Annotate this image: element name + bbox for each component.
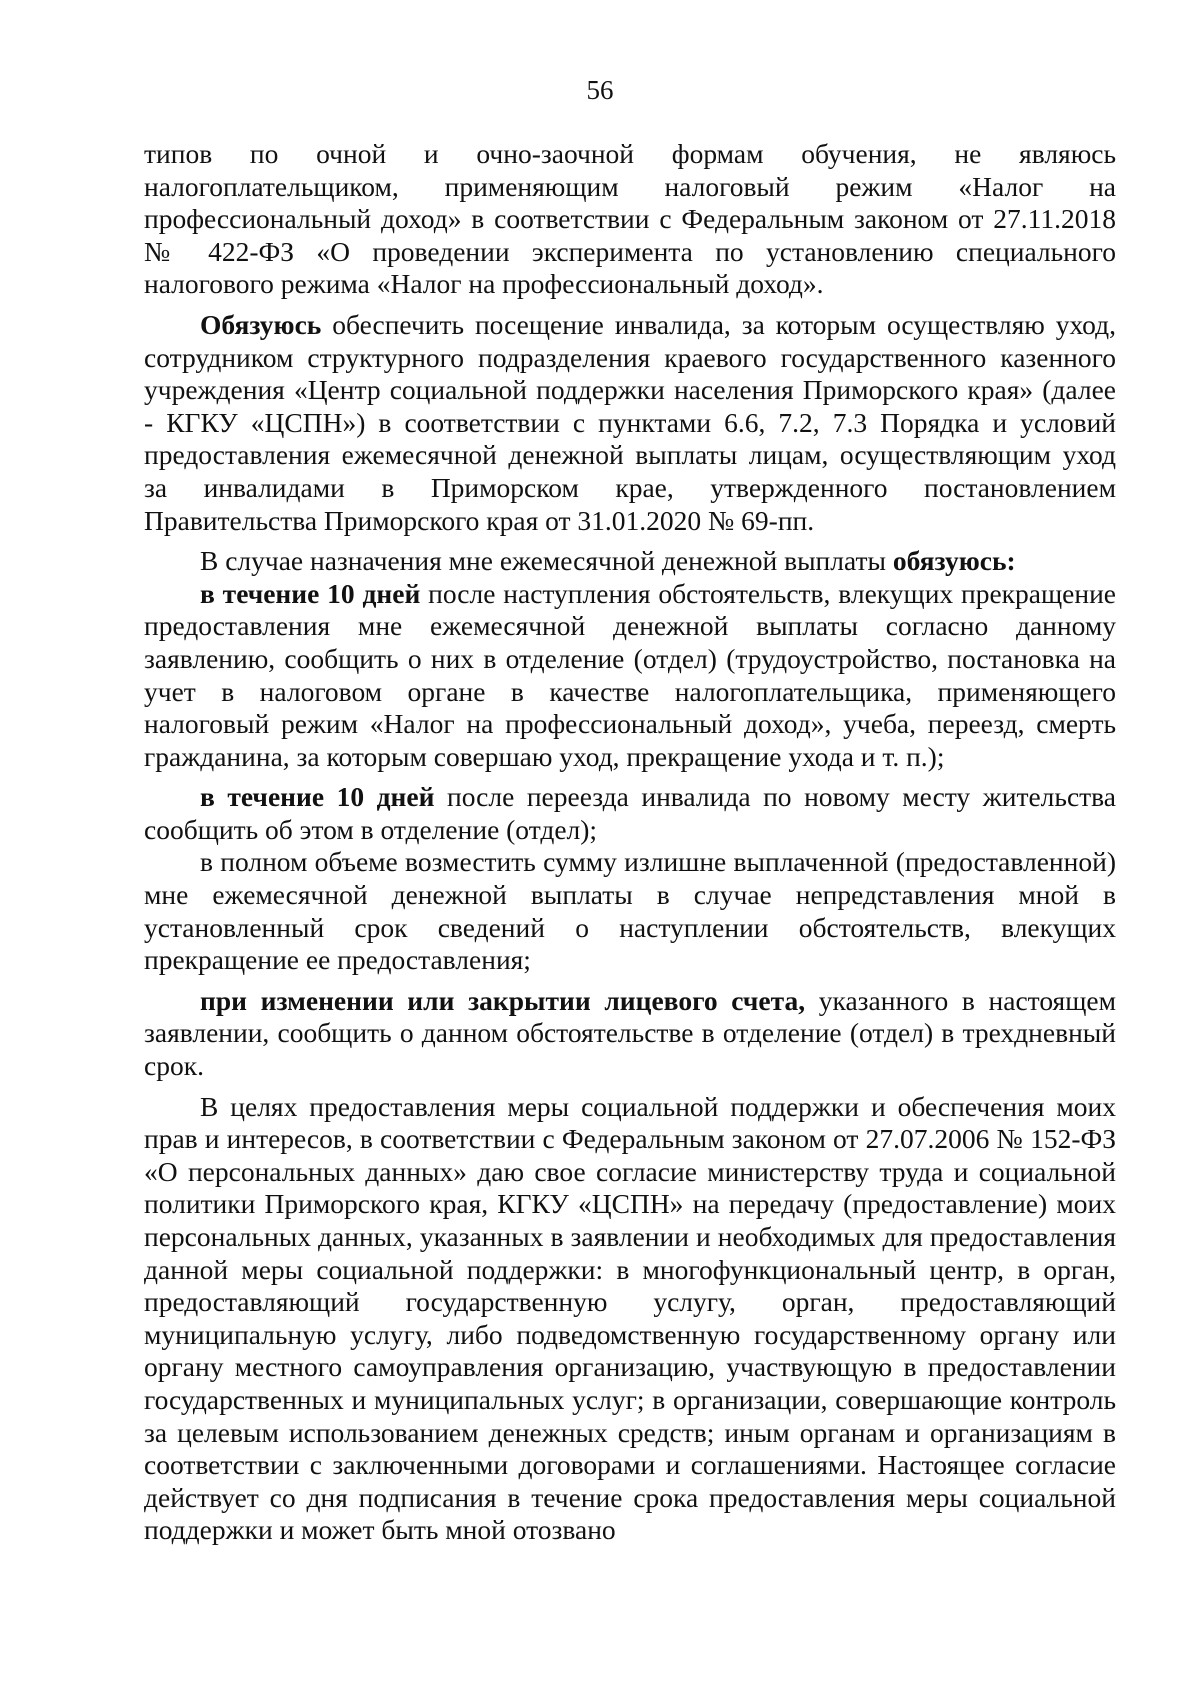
paragraph-obligation-account-change (144, 985, 1116, 1083)
paragraph-personal-data-consent (144, 1091, 1116, 1547)
paragraph-bold-lead: в течение 10 дней (200, 577, 421, 609)
paragraph-tax-status (144, 138, 1116, 301)
paragraph-bold-tail: обязуюсь: (892, 545, 1016, 577)
paragraph-text: В случае назначения мне ежемесячной денежной выплаты (200, 545, 893, 577)
paragraph-obligations-intro (144, 545, 1116, 578)
document-body (144, 138, 1116, 1547)
paragraph-bold-lead: при изменении или закрытии лицевого счета, (200, 984, 806, 1016)
paragraph-text: В целях предоставления меры социальной поддержки и обеспечения моих прав и интересов, в соответствии с Федеральным законом от 27.07.2006 № 152-ФЗ «О персональных данных» даю свое согласие министерству труда и социальной политики Приморского края, КГКУ «ЦСПН» на передачу (предоставление) моих персональных данных, указанных в заявлении и необходимых для предоставления данной меры социальной поддержки: в многофункциональный центр, в орган, предоставляющий государственную услугу, орган, предоставляющий муниципальную услугу, либо подведомственную государственному органу или органу местного самоуправления организацию, участвующую в предоставлении государственных и муниципальных услуг; в организации, совершающие контроль за целевым использованием денежных средств; иным органам и организациям в соответствии с заключенными договорами и соглашениями. Настоящее согласие действует со дня подписания в течение срока предоставления меры социальной поддержки и может быть мной отозвано (144, 1090, 1116, 1546)
paragraph-text: после переезда инвалида по новому месту жительства сообщить об этом в отделение (отдел); (144, 781, 1116, 845)
paragraph-obligation-10-days-circumstances (144, 578, 1116, 774)
paragraph-bold-lead: Обязуюсь (200, 308, 322, 340)
paragraph-obligation-refund (144, 846, 1116, 976)
paragraph-text: после наступления обстоятельств, влекущих прекращение предоставления мне ежемесячной денежной выплаты согласно данному заявлению, сообщить о них в отделение (отдел) (трудоустройство, постановка на учет в налоговом органе в качестве налогоплательщика, применяющего налоговый режим «Налог на профессиональный доход», учеба, переезд, смерть гражданина, за которым совершаю уход, прекращение ухода и т. п.); (144, 577, 1117, 772)
paragraph-text: обеспечить посещение инвалида, за которым осуществляю уход, сотрудником структурного подразделения краевого государственного казенного учреждения «Центр социальной поддержки населения Приморского края» (далее - КГКУ «ЦСПН») в соответствии с пунктами 6.6, 7.2, 7.3 Порядка и условий предоставления ежемесячной денежной выплаты лицам, осуществляющим уход за инвалидами в Приморском крае, утвержденного постановлением Правительства Приморского края от 31.01.2020 № 69-пп. (144, 308, 1116, 536)
paragraph-text: в полном объеме возместить сумму излишне выплаченной (предоставленной) мне ежемесячной денежной выплаты в случае непредставления мной в установленный срок сведений о наступлении обстоятельств, влекущих прекращение ее предоставления; (144, 846, 1116, 976)
page-number: 56 (586, 75, 614, 105)
paragraph-obligation-10-days-relocation (144, 781, 1116, 846)
paragraph-text: типов по очной и очно-заочной формам обучения, не являюсь налогоплательщиком, применяющим налоговый режим «Налог на профессиональный доход» в соответствии с Федеральным законом от 27.11.2018 № 422-ФЗ «О проведении эксперимента по установлению специального налогового режима «Налог на профессиональный доход». (144, 138, 1116, 300)
paragraph-text: указанного в настоящем заявлении, сообщить о данном обстоятельстве в отделение (отдел) в трехдневный срок. (144, 984, 1116, 1082)
paragraph-bold-lead: в течение 10 дней (200, 781, 435, 813)
paragraph-obligation-visit (144, 309, 1116, 537)
